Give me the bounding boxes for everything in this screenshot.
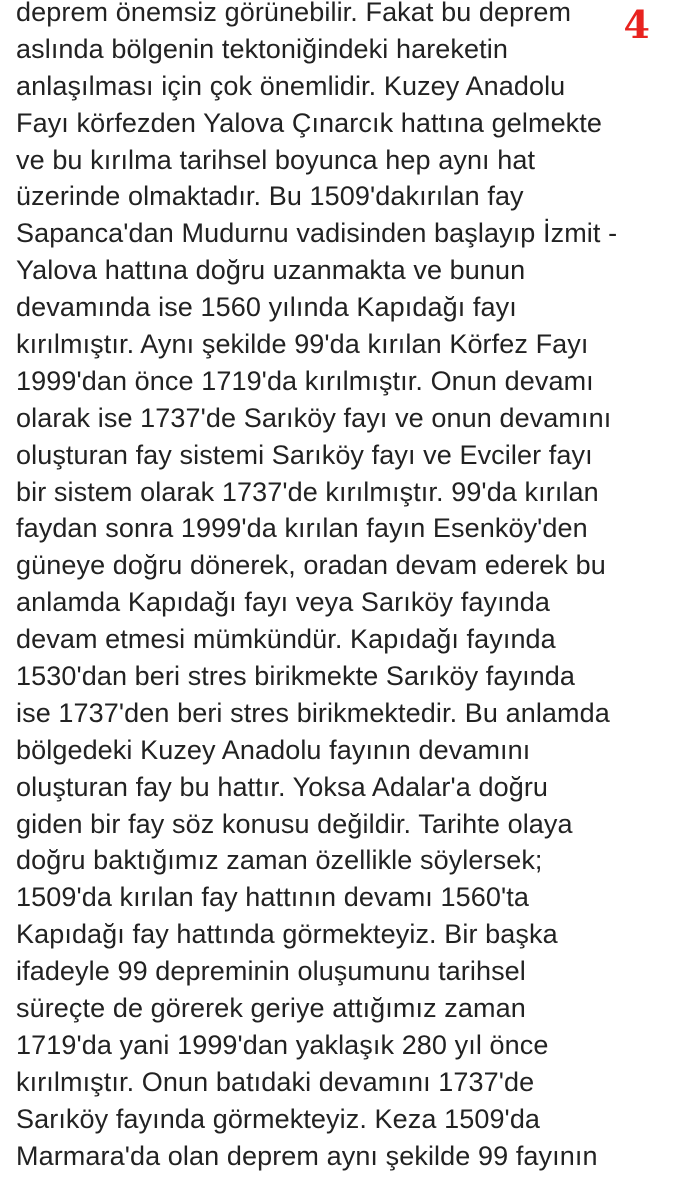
text-line: üzerinde olmaktadır. Bu 1509'dakırılan fay xyxy=(16,181,524,212)
text-line: aslında bölgenin tektoniğindeki hareketin xyxy=(16,33,508,64)
text-line: doğru baktığımız zaman özellikle söylersek; xyxy=(16,845,543,876)
text-line: Sapanca'dan Mudurnu vadisinden başlayıp İzmit - xyxy=(16,218,618,249)
text-line: oluşturan fay sistemi Sarıköy fayı ve Evciler fayı xyxy=(16,439,593,470)
text-line: anlaşılması için çok önemlidir. Kuzey Anadolu xyxy=(16,70,566,101)
text-line: kırılmıştır. Aynı şekilde 99'da kırılan Körfez Fayı xyxy=(16,329,589,360)
text-line: olarak ise 1737'de Sarıköy fayı ve onun devamını xyxy=(16,402,612,433)
text-line: bir sistem olarak 1737'de kırılmıştır. 99'da kırılan xyxy=(16,476,599,507)
text-line: deprem önemsiz görünebilir. Fakat bu deprem xyxy=(16,0,572,27)
text-line: ise 1737'den beri stres birikmektedir. Bu anlamda xyxy=(16,697,610,728)
text-line: anlamda Kapıdağı fayı veya Sarıköy fayında xyxy=(16,587,551,618)
text-line: oluşturan fay bu hattır. Yoksa Adalar'a doğru xyxy=(16,771,549,802)
text-line: güneye doğru dönerek, oradan devam ederek bu xyxy=(16,550,606,581)
text-line: 1530'dan beri stres birikmekte Sarıköy fayında xyxy=(16,661,576,692)
text-line: Kapıdağı fay hattında görmekteyiz. Bir başka xyxy=(16,919,558,950)
text-line: 1509'da kırılan fay hattının devamı 1560'ta xyxy=(16,882,529,913)
text-line: bölgedeki Kuzey Anadolu fayının devamını xyxy=(16,734,531,765)
text-line: süreçte de görerek geriye attığımız zaman xyxy=(16,993,526,1024)
text-line: Sarıköy fayında görmekteyiz. Keza 1509'da xyxy=(16,1103,541,1134)
text-line: ve bu kırılma tarihsel boyunca hep aynı hat xyxy=(16,144,536,175)
text-line: faydan sonra 1999'da kırılan fayın Esenköy'den xyxy=(16,513,588,544)
text-line: 1719'da yani 1999'dan yaklaşık 280 yıl önce xyxy=(16,1029,549,1060)
text-line: Yalova hattına doğru uzanmakta ve bunun xyxy=(16,255,526,286)
text-line: Fayı körfezden Yalova Çınarcık hattına gelmekte xyxy=(16,107,603,138)
text-line: devamında ise 1560 yılında Kapıdağı fayı xyxy=(16,292,517,323)
text-line: 1999'dan önce 1719'da kırılmıştır. Onun devamı xyxy=(16,365,594,396)
text-line: ifadeyle 99 depreminin oluşumunu tarihsel xyxy=(16,956,526,987)
text-line: Marmara'da olan deprem aynı şekilde 99 fayının xyxy=(16,1140,598,1171)
body-text xyxy=(16,0,666,1175)
page-number: 4 xyxy=(623,2,650,47)
text-line: giden bir fay söz konusu değildir. Tarihte olaya xyxy=(16,808,573,839)
text-line: devam etmesi mümkündür. Kapıdağı fayında xyxy=(16,624,556,655)
text-line: kırılmıştır. Onun batıdaki devamını 1737'de xyxy=(16,1066,535,1097)
